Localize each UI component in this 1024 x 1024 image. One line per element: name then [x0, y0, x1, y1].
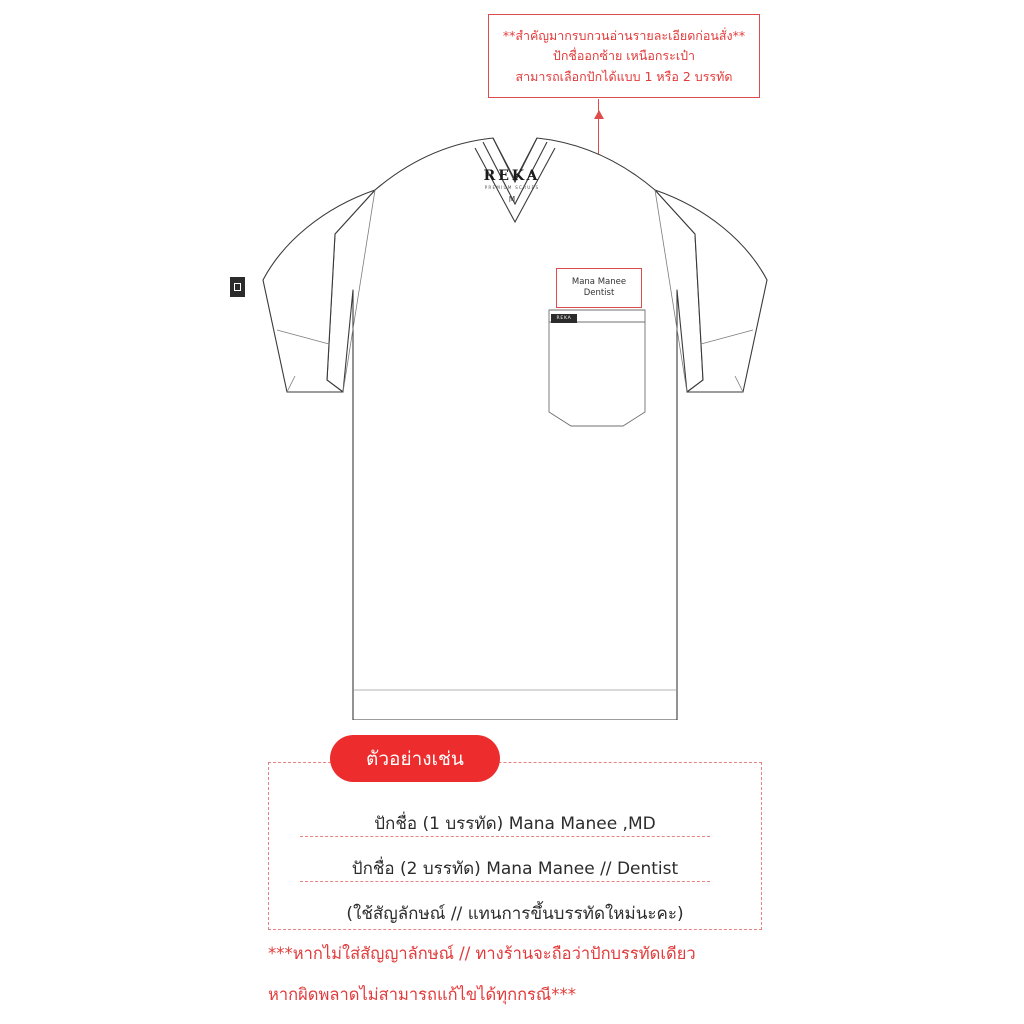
embroidery-name-line-2: Dentist: [583, 288, 615, 298]
embroidery-name-callout: [556, 268, 642, 308]
example-line-3: (ใช้สัญลักษณ์ // แทนการขึ้นบรรทัดใหม่นะคะ): [346, 904, 684, 924]
instruction-note-line-2: ปักชื่ออกซ้าย เหนือกระเป๋า: [552, 48, 696, 64]
example-underline-1: [300, 836, 710, 837]
embroidery-name-line-1: Mana Manee: [571, 276, 627, 287]
brand-logo: [472, 168, 552, 204]
example-badge-label: ตัวอย่างเช่น: [366, 747, 464, 770]
pocket-brand-label: REKA: [551, 314, 577, 323]
footer-warning-line-1: ***หากไม่ใส่สัญญาลักษณ์ // ทางร้านจะถือว่าปักบรรทัดเดียว: [268, 944, 696, 963]
example-underline-2: [300, 881, 710, 882]
brand-subtitle-text: PREMIUM SCRUBS: [484, 185, 540, 190]
example-line-1: ปักชื่อ (1 บรรทัด) Mana Manee ,MD: [374, 814, 656, 834]
footer-warning-line-2: หากผิดพลาดไม่สามารถแก้ไขได้ทุกกรณี***: [268, 985, 576, 1004]
instruction-note-box: [488, 14, 760, 98]
example-line-2: ปักชื่อ (2 บรรทัด) Mana Manee // Dentist: [351, 859, 679, 879]
callout-arrow-head-icon: [594, 110, 604, 119]
instruction-note-line-3: สามารถเลือกปักได้แบบ 1 หรือ 2 บรรทัด: [515, 68, 733, 84]
brand-mark-text: REKA: [483, 168, 541, 184]
sleeve-tag-icon: [230, 277, 245, 297]
instruction-note-line-1: **สำคัญมากรบกวนอ่านรายละเอียดก่อนสั่ง**: [502, 27, 746, 43]
example-badge: [330, 735, 500, 782]
shirt-illustration: [225, 130, 805, 720]
size-label-text: M: [508, 195, 516, 204]
